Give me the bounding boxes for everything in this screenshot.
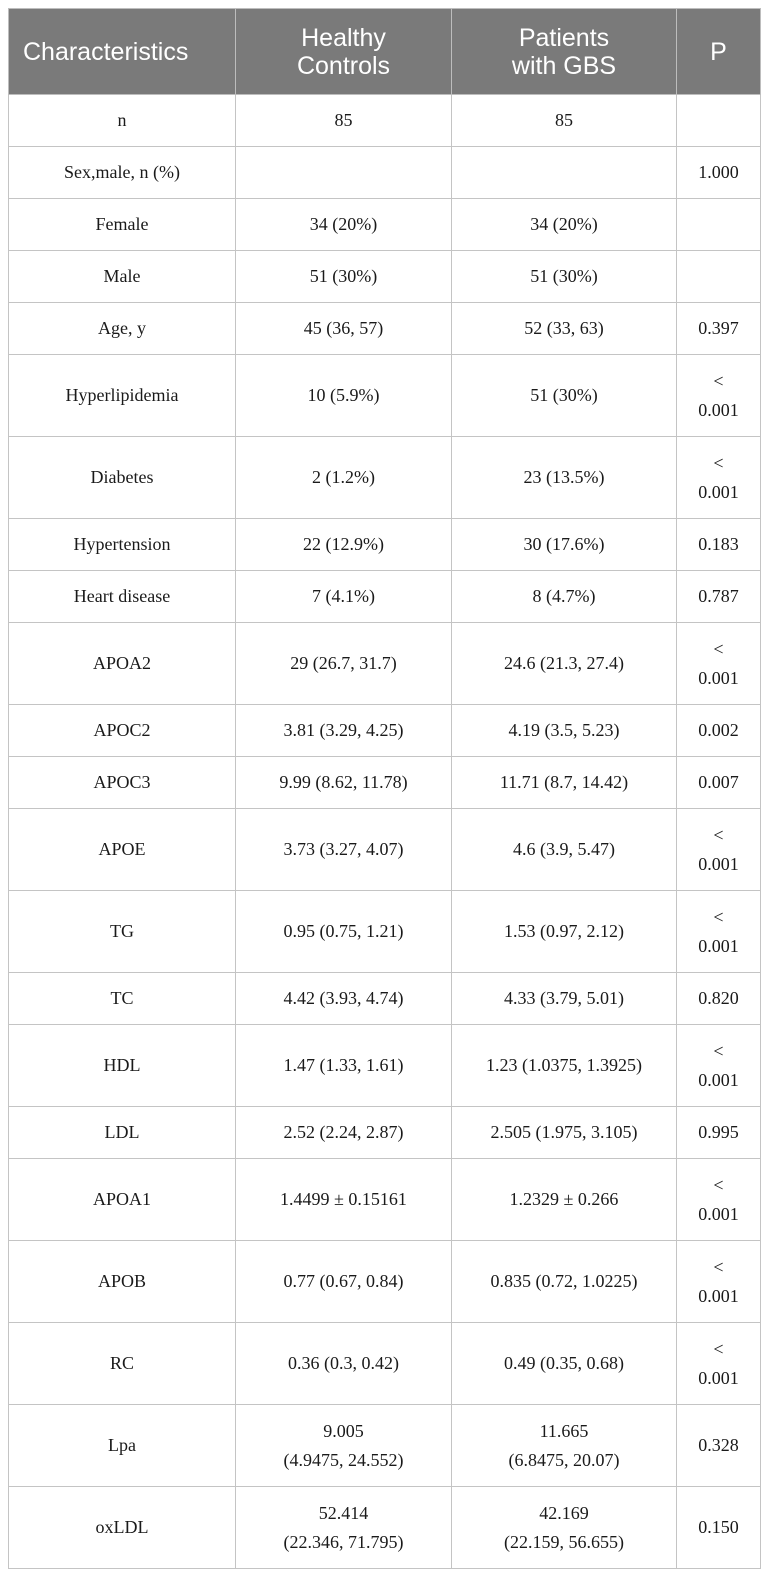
cell-characteristic — [9, 891, 236, 973]
table-row — [9, 891, 761, 973]
cell-text: 1.2329 ± 0.266 — [509, 1189, 619, 1209]
cell-healthy-controls — [236, 199, 452, 251]
cell-text: 2.52 (2.24, 2.87) — [283, 1122, 404, 1142]
cell-text: n — [117, 110, 127, 130]
table-row — [9, 1025, 761, 1107]
cell-characteristic — [9, 1487, 236, 1569]
cell-text: 0.820 — [698, 988, 739, 1008]
cell-text: < — [713, 1256, 724, 1277]
cell-text: 29 (26.7, 31.7) — [290, 653, 397, 673]
cell-healthy-controls — [236, 757, 452, 809]
cell-p-value — [677, 437, 761, 519]
header-text: P — [710, 37, 727, 66]
cell-p-value — [677, 1107, 761, 1159]
cell-text: 0.397 — [698, 318, 739, 338]
cell-text: 85 — [555, 110, 573, 130]
cell-characteristic — [9, 1405, 236, 1487]
cell-p-value — [677, 199, 761, 251]
cell-text: 0.787 — [698, 586, 739, 606]
cell-healthy-controls — [236, 891, 452, 973]
cell-healthy-controls — [236, 303, 452, 355]
cell-text: TC — [110, 988, 134, 1008]
header-text: Patients — [518, 23, 610, 52]
cell-patients-gbs — [452, 519, 677, 571]
table-body — [9, 95, 761, 1569]
cell-p-value — [677, 757, 761, 809]
cell-text: (4.9475, 24.552) — [283, 1449, 404, 1470]
cell-healthy-controls — [236, 251, 452, 303]
header-text: with GBS — [511, 51, 617, 80]
cell-text: < — [713, 638, 724, 659]
cell-healthy-controls — [236, 519, 452, 571]
cell-characteristic — [9, 199, 236, 251]
cell-text: < — [713, 370, 724, 391]
cell-text: 0.001 — [698, 667, 739, 688]
table-row — [9, 95, 761, 147]
cell-text: 51 (30%) — [530, 266, 598, 286]
cell-text: TG — [110, 921, 134, 941]
cell-characteristic — [9, 757, 236, 809]
cell-text: APOE — [98, 839, 146, 859]
cell-text: 0.001 — [698, 1367, 739, 1388]
cell-patients-gbs — [452, 199, 677, 251]
cell-patients-gbs — [452, 1487, 677, 1569]
cell-healthy-controls — [236, 1025, 452, 1107]
characteristics-table — [8, 8, 761, 1569]
cell-p-value — [677, 355, 761, 437]
cell-characteristic — [9, 1159, 236, 1241]
cell-text: 1.4499 ± 0.15161 — [280, 1189, 407, 1209]
cell-text: 0.001 — [698, 399, 739, 420]
cell-text: 0.835 (0.72, 1.0225) — [490, 1271, 638, 1291]
cell-text: < — [713, 452, 724, 473]
table-row — [9, 1159, 761, 1241]
table-row — [9, 705, 761, 757]
cell-characteristic — [9, 623, 236, 705]
table-row — [9, 757, 761, 809]
cell-text: 10 (5.9%) — [307, 385, 380, 405]
cell-healthy-controls — [236, 355, 452, 437]
cell-p-value — [677, 251, 761, 303]
cell-text: 45 (36, 57) — [303, 318, 384, 338]
cell-characteristic — [9, 147, 236, 199]
cell-text: 4.6 (3.9, 5.47) — [513, 839, 615, 859]
cell-healthy-controls — [236, 147, 452, 199]
cell-p-value — [677, 147, 761, 199]
cell-text: 1.000 — [698, 162, 739, 182]
cell-text: 0.95 (0.75, 1.21) — [283, 921, 404, 941]
cell-text: 3.81 (3.29, 4.25) — [283, 720, 404, 740]
cell-patients-gbs — [452, 1107, 677, 1159]
cell-p-value — [677, 1487, 761, 1569]
cell-text: 52 (33, 63) — [524, 318, 604, 338]
table-row — [9, 809, 761, 891]
cell-patients-gbs — [452, 705, 677, 757]
cell-characteristic — [9, 1323, 236, 1405]
cell-patients-gbs — [452, 1025, 677, 1107]
cell-patients-gbs — [452, 973, 677, 1025]
cell-text: 24.6 (21.3, 27.4) — [504, 653, 624, 673]
table-row — [9, 1405, 761, 1487]
cell-text: 0.001 — [698, 853, 739, 874]
cell-healthy-controls — [236, 1107, 452, 1159]
cell-healthy-controls — [236, 705, 452, 757]
table-header — [9, 9, 761, 95]
cell-p-value — [677, 891, 761, 973]
cell-text: < — [713, 1174, 724, 1195]
cell-patients-gbs — [452, 437, 677, 519]
cell-healthy-controls — [236, 1323, 452, 1405]
cell-text: 0.007 — [698, 772, 739, 792]
cell-patients-gbs — [452, 251, 677, 303]
cell-characteristic — [9, 303, 236, 355]
cell-text: 0.49 (0.35, 0.68) — [504, 1353, 624, 1373]
cell-text: APOB — [97, 1271, 146, 1291]
cell-p-value — [677, 705, 761, 757]
cell-text: (22.346, 71.795) — [283, 1531, 404, 1552]
cell-text: Heart disease — [73, 586, 171, 606]
cell-text: 30 (17.6%) — [523, 534, 605, 554]
cell-characteristic — [9, 519, 236, 571]
cell-healthy-controls — [236, 973, 452, 1025]
table-row — [9, 303, 761, 355]
cell-text: RC — [109, 1353, 134, 1373]
table-row — [9, 519, 761, 571]
cell-text: 0.001 — [698, 935, 739, 956]
cell-text: Diabetes — [90, 467, 154, 487]
cell-text: 0.001 — [698, 1203, 739, 1224]
cell-healthy-controls — [236, 1487, 452, 1569]
table-row — [9, 147, 761, 199]
cell-p-value — [677, 809, 761, 891]
cell-healthy-controls — [236, 95, 452, 147]
cell-healthy-controls — [236, 571, 452, 623]
cell-text: 22 (12.9%) — [303, 534, 384, 554]
cell-p-value — [677, 1159, 761, 1241]
table-row — [9, 251, 761, 303]
cell-text: 4.33 (3.79, 5.01) — [504, 988, 624, 1008]
cell-text: 0.150 — [698, 1517, 739, 1537]
cell-patients-gbs — [452, 303, 677, 355]
table-row — [9, 571, 761, 623]
cell-characteristic — [9, 437, 236, 519]
cell-characteristic — [9, 355, 236, 437]
table-row — [9, 1323, 761, 1405]
cell-patients-gbs — [452, 891, 677, 973]
cell-p-value — [677, 1323, 761, 1405]
cell-healthy-controls — [236, 1159, 452, 1241]
table-row — [9, 355, 761, 437]
cell-p-value — [677, 1405, 761, 1487]
header-text: Characteristics — [23, 37, 189, 66]
cell-patients-gbs — [452, 1323, 677, 1405]
cell-text: 0.995 — [698, 1122, 739, 1142]
cell-text: 51 (30%) — [530, 385, 598, 405]
cell-patients-gbs — [452, 95, 677, 147]
cell-patients-gbs — [452, 147, 677, 199]
cell-text: 2.505 (1.975, 3.105) — [490, 1122, 638, 1142]
cell-text: 4.42 (3.93, 4.74) — [283, 988, 404, 1008]
header-healthy-controls — [236, 9, 452, 95]
cell-text: (22.159, 56.655) — [504, 1531, 624, 1552]
table-row — [9, 199, 761, 251]
cell-characteristic — [9, 251, 236, 303]
cell-text: APOC2 — [93, 720, 151, 740]
cell-text: 11.665 — [539, 1420, 589, 1441]
cell-text: Female — [95, 214, 149, 234]
table-row — [9, 1107, 761, 1159]
cell-characteristic — [9, 973, 236, 1025]
cell-characteristic — [9, 705, 236, 757]
cell-text: 23 (13.5%) — [523, 467, 605, 487]
cell-text: 11.71 (8.7, 14.42) — [499, 772, 629, 792]
cell-characteristic — [9, 571, 236, 623]
cell-patients-gbs — [452, 1159, 677, 1241]
cell-text: 1.47 (1.33, 1.61) — [283, 1055, 404, 1075]
header-patients-gbs — [452, 9, 677, 95]
cell-text: 34 (20%) — [530, 214, 598, 234]
table-row — [9, 1241, 761, 1323]
header-text: Healthy — [301, 23, 386, 52]
cell-text: < — [713, 824, 724, 845]
cell-text: 42.169 — [539, 1502, 589, 1523]
cell-text: 1.53 (0.97, 2.12) — [504, 921, 624, 941]
cell-text: LDL — [104, 1122, 140, 1142]
cell-text: Hypertension — [73, 534, 171, 554]
header-row — [9, 9, 761, 95]
cell-p-value — [677, 303, 761, 355]
cell-text: 34 (20%) — [309, 214, 378, 234]
header-text: Controls — [296, 51, 391, 80]
cell-p-value — [677, 95, 761, 147]
cell-text: 0.77 (0.67, 0.84) — [283, 1271, 404, 1291]
cell-patients-gbs — [452, 809, 677, 891]
cell-text: 4.19 (3.5, 5.23) — [508, 720, 620, 740]
cell-text: 8 (4.7%) — [532, 586, 596, 606]
cell-text: APOA1 — [92, 1189, 151, 1209]
cell-characteristic — [9, 809, 236, 891]
cell-text: 0.001 — [698, 1285, 739, 1306]
cell-text: 0.183 — [698, 534, 739, 554]
cell-text: 0.002 — [698, 720, 739, 740]
cell-characteristic — [9, 95, 236, 147]
table-row — [9, 973, 761, 1025]
cell-text: 0.001 — [698, 1069, 739, 1090]
table-row — [9, 437, 761, 519]
cell-text: 1.23 (1.0375, 1.3925) — [486, 1055, 642, 1075]
cell-text: 51 (30%) — [309, 266, 378, 286]
cell-text: Male — [103, 266, 141, 286]
cell-healthy-controls — [236, 1405, 452, 1487]
cell-healthy-controls — [236, 437, 452, 519]
cell-characteristic — [9, 1107, 236, 1159]
cell-text: 3.73 (3.27, 4.07) — [283, 839, 404, 859]
cell-text: HDL — [103, 1055, 141, 1075]
cell-text: 7 (4.1%) — [312, 586, 375, 606]
cell-text: Hyperlipidemia — [65, 385, 179, 405]
header-characteristic — [9, 9, 236, 95]
cell-text: < — [713, 906, 724, 927]
table-row — [9, 1487, 761, 1569]
cell-text: Sex,male, n (%) — [64, 162, 180, 182]
cell-text: Age, y — [98, 318, 146, 338]
cell-p-value — [677, 973, 761, 1025]
cell-p-value — [677, 519, 761, 571]
cell-patients-gbs — [452, 571, 677, 623]
cell-text: 9.99 (8.62, 11.78) — [279, 772, 408, 792]
cell-patients-gbs — [452, 1405, 677, 1487]
cell-p-value — [677, 571, 761, 623]
cell-text: < — [713, 1338, 724, 1359]
cell-healthy-controls — [236, 623, 452, 705]
cell-healthy-controls — [236, 1241, 452, 1323]
cell-text: 0.328 — [698, 1435, 739, 1455]
cell-p-value — [677, 623, 761, 705]
cell-patients-gbs — [452, 1241, 677, 1323]
cell-text: APOA2 — [92, 653, 151, 673]
cell-text: oxLDL — [95, 1517, 149, 1537]
cell-p-value — [677, 1241, 761, 1323]
cell-text: APOC3 — [93, 772, 151, 792]
cell-characteristic — [9, 1025, 236, 1107]
cell-patients-gbs — [452, 623, 677, 705]
header-p-value — [677, 9, 761, 95]
cell-text: 2 (1.2%) — [312, 467, 375, 487]
cell-p-value — [677, 1025, 761, 1107]
cell-text: 0.001 — [698, 481, 739, 502]
cell-text: 0.36 (0.3, 0.42) — [288, 1353, 399, 1373]
cell-patients-gbs — [452, 757, 677, 809]
cell-text: < — [713, 1040, 724, 1061]
cell-text: 52.414 — [318, 1502, 369, 1523]
table-row — [9, 623, 761, 705]
cell-patients-gbs — [452, 355, 677, 437]
cell-text: (6.8475, 20.07) — [508, 1449, 620, 1470]
cell-text: 9.005 — [323, 1420, 364, 1441]
cell-healthy-controls — [236, 809, 452, 891]
cell-characteristic — [9, 1241, 236, 1323]
cell-text: 85 — [334, 110, 353, 130]
cell-text: Lpa — [108, 1435, 136, 1455]
